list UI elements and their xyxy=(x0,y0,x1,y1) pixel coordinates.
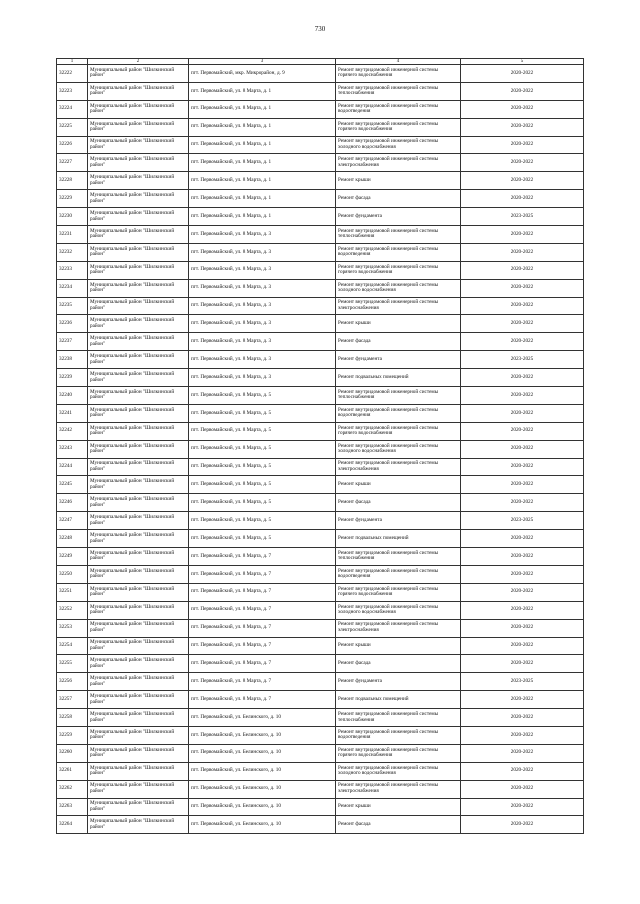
municipality-cell: Муниципальный район "Шилкинский район" xyxy=(88,512,189,530)
period-cell: 2020-2022 xyxy=(461,440,584,458)
period-cell: 2020-2022 xyxy=(461,118,584,136)
record-number-cell: 32256 xyxy=(57,673,88,691)
period-cell: 2020-2022 xyxy=(461,404,584,422)
work-type-cell: Ремонт фундамента xyxy=(336,673,461,691)
address-cell: пгт. Первомайский, ул. 8 Марта, д. 3 xyxy=(189,315,336,333)
period-cell: 2020-2022 xyxy=(461,297,584,315)
record-number-cell: 32254 xyxy=(57,637,88,655)
address-cell: пгт. Первомайский, ул. 8 Марта, д. 1 xyxy=(189,172,336,190)
period-cell: 2020-2022 xyxy=(461,369,584,387)
work-type-cell: Ремонт внутридомовой инженерной системы водоотведения xyxy=(336,243,461,261)
municipality-cell: Муниципальный район "Шилкинский район" xyxy=(88,369,189,387)
period-cell: 2020-2022 xyxy=(461,190,584,208)
address-cell: пгт. Первомайский, ул. 8 Марта, д. 5 xyxy=(189,512,336,530)
work-type-cell: Ремонт крыши xyxy=(336,798,461,816)
address-cell: пгт. Первомайский, ул. 8 Марта, д. 1 xyxy=(189,154,336,172)
record-number-cell: 32259 xyxy=(57,726,88,744)
work-type-cell: Ремонт фундамента xyxy=(336,208,461,226)
address-cell: пгт. Первомайский, ул. 8 Марта, д. 1 xyxy=(189,208,336,226)
table-row xyxy=(57,297,584,315)
address-cell: пгт. Первомайский, ул. 8 Марта, д. 5 xyxy=(189,440,336,458)
table-row xyxy=(57,673,584,691)
address-cell: пгт. Первомайский, ул. Белинского, д. 10 xyxy=(189,816,336,834)
municipality-cell: Муниципальный район "Шилкинский район" xyxy=(88,619,189,637)
address-cell: пгт. Первомайский, ул. 8 Марта, д. 5 xyxy=(189,494,336,512)
work-type-cell: Ремонт внутридомовой инженерной системы горячего водоснабжения xyxy=(336,118,461,136)
municipality-cell: Муниципальный район "Шилкинский район" xyxy=(88,798,189,816)
table-row xyxy=(57,780,584,798)
column-header: 5 xyxy=(461,59,584,65)
table-row xyxy=(57,691,584,709)
table-row xyxy=(57,208,584,226)
work-type-cell: Ремонт подвальных помещений xyxy=(336,530,461,548)
address-cell: пгт. Первомайский, ул. 8 Марта, д. 1 xyxy=(189,118,336,136)
work-type-cell: Ремонт внутридомовой инженерной системы горячего водоснабжения xyxy=(336,744,461,762)
record-number-cell: 32242 xyxy=(57,422,88,440)
period-cell: 2020-2022 xyxy=(461,530,584,548)
work-type-cell: Ремонт внутридомовой инженерной системы холодного водоснабжения xyxy=(336,762,461,780)
table-row xyxy=(57,136,584,154)
record-number-cell: 32248 xyxy=(57,530,88,548)
table-row xyxy=(57,744,584,762)
record-number-cell: 32236 xyxy=(57,315,88,333)
municipality-cell: Муниципальный район "Шилкинский район" xyxy=(88,548,189,566)
record-number-cell: 32257 xyxy=(57,691,88,709)
address-cell: пгт. Первомайский, ул. Белинского, д. 10 xyxy=(189,709,336,727)
period-cell: 2020-2022 xyxy=(461,744,584,762)
address-cell: пгт. Первомайский, ул. Белинского, д. 10 xyxy=(189,726,336,744)
table-row xyxy=(57,333,584,351)
work-type-cell: Ремонт внутридомовой инженерной системы горячего водоснабжения xyxy=(336,583,461,601)
record-number-cell: 32229 xyxy=(57,190,88,208)
municipality-cell: Муниципальный район "Шилкинский район" xyxy=(88,494,189,512)
record-number-cell: 32240 xyxy=(57,387,88,405)
period-cell: 2020-2022 xyxy=(461,261,584,279)
address-cell: пгт. Первомайский, ул. 8 Марта, д. 7 xyxy=(189,637,336,655)
table-row xyxy=(57,351,584,369)
table-row xyxy=(57,655,584,673)
record-number-cell: 32235 xyxy=(57,297,88,315)
address-cell: пгт. Первомайский, ул. 8 Марта, д. 5 xyxy=(189,422,336,440)
municipality-cell: Муниципальный район "Шилкинский район" xyxy=(88,530,189,548)
period-cell: 2020-2022 xyxy=(461,172,584,190)
work-type-cell: Ремонт крыши xyxy=(336,172,461,190)
record-number-cell: 32227 xyxy=(57,154,88,172)
record-number-cell: 32239 xyxy=(57,369,88,387)
municipality-cell: Муниципальный район "Шилкинский район" xyxy=(88,297,189,315)
municipality-cell: Муниципальный район "Шилкинский район" xyxy=(88,387,189,405)
record-number-cell: 32230 xyxy=(57,208,88,226)
table-row xyxy=(57,601,584,619)
period-cell: 2020-2022 xyxy=(461,565,584,583)
address-cell: пгт. Первомайский, ул. 8 Марта, д. 5 xyxy=(189,458,336,476)
municipality-cell: Муниципальный район "Шилкинский район" xyxy=(88,279,189,297)
period-cell: 2020-2022 xyxy=(461,494,584,512)
work-type-cell: Ремонт подвальных помещений xyxy=(336,369,461,387)
work-type-cell: Ремонт крыши xyxy=(336,476,461,494)
municipality-cell: Муниципальный район "Шилкинский район" xyxy=(88,154,189,172)
work-type-cell: Ремонт внутридомовой инженерной системы теплоснабжения xyxy=(336,548,461,566)
work-type-cell: Ремонт внутридомовой инженерной системы водоотведения xyxy=(336,404,461,422)
record-number-cell: 32232 xyxy=(57,243,88,261)
municipality-cell: Муниципальный район "Шилкинский район" xyxy=(88,136,189,154)
work-type-cell: Ремонт внутридомовой инженерной системы теплоснабжения xyxy=(336,709,461,727)
record-number-cell: 32224 xyxy=(57,100,88,118)
period-cell: 2020-2022 xyxy=(461,226,584,244)
municipality-cell: Муниципальный район "Шилкинский район" xyxy=(88,422,189,440)
address-cell: пгт. Первомайский, ул. 8 Марта, д. 7 xyxy=(189,673,336,691)
table-row xyxy=(57,798,584,816)
period-cell: 2020-2022 xyxy=(461,279,584,297)
address-cell: пгт. Первомайский, ул. 8 Марта, д. 5 xyxy=(189,476,336,494)
address-cell: пгт. Первомайский, ул. 8 Марта, д. 7 xyxy=(189,565,336,583)
table-row xyxy=(57,154,584,172)
table-row xyxy=(57,279,584,297)
work-type-cell: Ремонт внутридомовой инженерной системы электроснабжения xyxy=(336,297,461,315)
municipality-cell: Муниципальный район "Шилкинский район" xyxy=(88,565,189,583)
municipality-cell: Муниципальный район "Шилкинский район" xyxy=(88,691,189,709)
period-cell: 2020-2022 xyxy=(461,65,584,83)
record-number-cell: 32244 xyxy=(57,458,88,476)
period-cell: 2020-2022 xyxy=(461,387,584,405)
municipality-cell: Муниципальный район "Шилкинский район" xyxy=(88,172,189,190)
record-number-cell: 32226 xyxy=(57,136,88,154)
table-row xyxy=(57,637,584,655)
work-type-cell: Ремонт фасада xyxy=(336,333,461,351)
period-cell: 2023-2025 xyxy=(461,512,584,530)
work-type-cell: Ремонт внутридомовой инженерной системы теплоснабжения xyxy=(336,387,461,405)
table-row xyxy=(57,82,584,100)
municipality-cell: Муниципальный район "Шилкинский район" xyxy=(88,476,189,494)
address-cell: пгт. Первомайский, ул. 8 Марта, д. 3 xyxy=(189,243,336,261)
table-row xyxy=(57,100,584,118)
period-cell: 2020-2022 xyxy=(461,619,584,637)
work-type-cell: Ремонт внутридомовой инженерной системы горячего водоснабжения xyxy=(336,65,461,83)
record-number-cell: 32263 xyxy=(57,798,88,816)
work-type-cell: Ремонт внутридомовой инженерной системы теплоснабжения xyxy=(336,82,461,100)
period-cell: 2020-2022 xyxy=(461,816,584,834)
work-type-cell: Ремонт внутридомовой инженерной системы водоотведения xyxy=(336,100,461,118)
municipality-cell: Муниципальный район "Шилкинский район" xyxy=(88,726,189,744)
table-row xyxy=(57,404,584,422)
record-number-cell: 32243 xyxy=(57,440,88,458)
record-number-cell: 32241 xyxy=(57,404,88,422)
work-type-cell: Ремонт внутридомовой инженерной системы водоотведения xyxy=(336,726,461,744)
period-cell: 2020-2022 xyxy=(461,691,584,709)
table-body xyxy=(57,65,584,834)
work-type-cell: Ремонт внутридомовой инженерной системы электроснабжения xyxy=(336,154,461,172)
work-type-cell: Ремонт внутридомовой инженерной системы холодного водоснабжения xyxy=(336,136,461,154)
period-cell: 2020-2022 xyxy=(461,780,584,798)
municipality-cell: Муниципальный район "Шилкинский район" xyxy=(88,261,189,279)
table-row xyxy=(57,226,584,244)
address-cell: пгт. Первомайский, ул. 8 Марта, д. 5 xyxy=(189,387,336,405)
record-number-cell: 32233 xyxy=(57,261,88,279)
work-type-cell: Ремонт внутридомовой инженерной системы горячего водоснабжения xyxy=(336,422,461,440)
column-header: 3 xyxy=(189,59,336,65)
work-type-cell: Ремонт внутридомовой инженерной системы холодного водоснабжения xyxy=(336,601,461,619)
table-row xyxy=(57,369,584,387)
column-header: 1 xyxy=(57,59,88,65)
period-cell: 2023-2025 xyxy=(461,208,584,226)
period-cell: 2020-2022 xyxy=(461,243,584,261)
address-cell: пгт. Первомайский, ул. 8 Марта, д. 7 xyxy=(189,601,336,619)
period-cell: 2020-2022 xyxy=(461,601,584,619)
address-cell: пгт. Первомайский, ул. 8 Марта, д. 1 xyxy=(189,136,336,154)
municipality-cell: Муниципальный район "Шилкинский район" xyxy=(88,655,189,673)
address-cell: пгт. Первомайский, ул. 8 Марта, д. 5 xyxy=(189,404,336,422)
work-type-cell: Ремонт внутридомовой инженерной системы холодного водоснабжения xyxy=(336,279,461,297)
municipality-cell: Муниципальный район "Шилкинский район" xyxy=(88,243,189,261)
address-cell: пгт. Первомайский, ул. 8 Марта, д. 1 xyxy=(189,82,336,100)
period-cell: 2020-2022 xyxy=(461,548,584,566)
record-number-cell: 32222 xyxy=(57,65,88,83)
period-cell: 2023-2025 xyxy=(461,673,584,691)
address-cell: пгт. Первомайский, ул. 8 Марта, д. 3 xyxy=(189,351,336,369)
table-row xyxy=(57,422,584,440)
table-row xyxy=(57,619,584,637)
municipality-cell: Муниципальный район "Шилкинский район" xyxy=(88,315,189,333)
work-type-cell: Ремонт фасада xyxy=(336,494,461,512)
work-type-cell: Ремонт фасада xyxy=(336,190,461,208)
record-number-cell: 32252 xyxy=(57,601,88,619)
table-row xyxy=(57,476,584,494)
period-cell: 2020-2022 xyxy=(461,422,584,440)
table-row xyxy=(57,530,584,548)
municipality-cell: Муниципальный район "Шилкинский район" xyxy=(88,440,189,458)
table-row xyxy=(57,315,584,333)
municipality-cell: Муниципальный район "Шилкинский район" xyxy=(88,65,189,83)
work-type-cell: Ремонт внутридомовой инженерной системы электроснабжения xyxy=(336,780,461,798)
record-number-cell: 32231 xyxy=(57,226,88,244)
period-cell: 2020-2022 xyxy=(461,655,584,673)
address-cell: пгт. Первомайский, ул. 8 Марта, д. 3 xyxy=(189,226,336,244)
municipality-cell: Муниципальный район "Шилкинский район" xyxy=(88,100,189,118)
period-cell: 2020-2022 xyxy=(461,100,584,118)
work-type-cell: Ремонт внутридомовой инженерной системы водоотведения xyxy=(336,565,461,583)
record-number-cell: 32264 xyxy=(57,816,88,834)
record-number-cell: 32245 xyxy=(57,476,88,494)
table-row xyxy=(57,172,584,190)
column-header: 2 xyxy=(88,59,189,65)
address-cell: пгт. Первомайский, ул. 8 Марта, д. 3 xyxy=(189,369,336,387)
municipality-cell: Муниципальный район "Шилкинский район" xyxy=(88,744,189,762)
work-type-cell: Ремонт крыши xyxy=(336,315,461,333)
repair-schedule-table xyxy=(56,58,584,834)
work-type-cell: Ремонт внутридомовой инженерной системы электроснабжения xyxy=(336,619,461,637)
period-cell: 2020-2022 xyxy=(461,333,584,351)
work-type-cell: Ремонт фундамента xyxy=(336,512,461,530)
address-cell: пгт. Первомайский, мкр. Микрорайон, д. 9 xyxy=(189,65,336,83)
table-row xyxy=(57,387,584,405)
work-type-cell: Ремонт фасада xyxy=(336,655,461,673)
table-row xyxy=(57,726,584,744)
municipality-cell: Муниципальный район "Шилкинский район" xyxy=(88,637,189,655)
table-row xyxy=(57,583,584,601)
municipality-cell: Муниципальный район "Шилкинский район" xyxy=(88,226,189,244)
address-cell: пгт. Первомайский, ул. 8 Марта, д. 3 xyxy=(189,279,336,297)
table-row xyxy=(57,118,584,136)
address-cell: пгт. Первомайский, ул. 8 Марта, д. 5 xyxy=(189,530,336,548)
record-number-cell: 32260 xyxy=(57,744,88,762)
municipality-cell: Муниципальный район "Шилкинский район" xyxy=(88,118,189,136)
period-cell: 2020-2022 xyxy=(461,583,584,601)
municipality-cell: Муниципальный район "Шилкинский район" xyxy=(88,601,189,619)
address-cell: пгт. Первомайский, ул. Белинского, д. 10 xyxy=(189,744,336,762)
table-row xyxy=(57,65,584,83)
address-cell: пгт. Первомайский, ул. 8 Марта, д. 7 xyxy=(189,619,336,637)
record-number-cell: 32250 xyxy=(57,565,88,583)
table-row xyxy=(57,762,584,780)
table-row xyxy=(57,816,584,834)
table-row xyxy=(57,512,584,530)
record-number-cell: 32246 xyxy=(57,494,88,512)
work-type-cell: Ремонт внутридомовой инженерной системы горячего водоснабжения xyxy=(336,261,461,279)
record-number-cell: 32258 xyxy=(57,709,88,727)
address-cell: пгт. Первомайский, ул. 8 Марта, д. 3 xyxy=(189,261,336,279)
period-cell: 2020-2022 xyxy=(461,154,584,172)
address-cell: пгт. Первомайский, ул. 8 Марта, д. 1 xyxy=(189,100,336,118)
work-type-cell: Ремонт внутридомовой инженерной системы холодного водоснабжения xyxy=(336,440,461,458)
address-cell: пгт. Первомайский, ул. 8 Марта, д. 7 xyxy=(189,548,336,566)
period-cell: 2020-2022 xyxy=(461,315,584,333)
period-cell: 2020-2022 xyxy=(461,726,584,744)
record-number-cell: 32238 xyxy=(57,351,88,369)
address-cell: пгт. Первомайский, ул. 8 Марта, д. 1 xyxy=(189,190,336,208)
municipality-cell: Муниципальный район "Шилкинский район" xyxy=(88,351,189,369)
period-cell: 2020-2022 xyxy=(461,762,584,780)
record-number-cell: 32249 xyxy=(57,548,88,566)
address-cell: пгт. Первомайский, ул. 8 Марта, д. 7 xyxy=(189,655,336,673)
table-row xyxy=(57,548,584,566)
record-number-cell: 32255 xyxy=(57,655,88,673)
record-number-cell: 32223 xyxy=(57,82,88,100)
record-number-cell: 32228 xyxy=(57,172,88,190)
period-cell: 2020-2022 xyxy=(461,82,584,100)
period-cell: 2020-2022 xyxy=(461,458,584,476)
record-number-cell: 32237 xyxy=(57,333,88,351)
address-cell: пгт. Первомайский, ул. Белинского, д. 10 xyxy=(189,780,336,798)
municipality-cell: Муниципальный район "Шилкинский район" xyxy=(88,816,189,834)
column-header: 4 xyxy=(336,59,461,65)
record-number-cell: 32225 xyxy=(57,118,88,136)
municipality-cell: Муниципальный район "Шилкинский район" xyxy=(88,333,189,351)
municipality-cell: Муниципальный район "Шилкинский район" xyxy=(88,780,189,798)
address-cell: пгт. Первомайский, ул. 8 Марта, д. 7 xyxy=(189,583,336,601)
address-cell: пгт. Первомайский, ул. Белинского, д. 10 xyxy=(189,762,336,780)
table-row xyxy=(57,494,584,512)
municipality-cell: Муниципальный район "Шилкинский район" xyxy=(88,82,189,100)
period-cell: 2020-2022 xyxy=(461,709,584,727)
address-cell: пгт. Первомайский, ул. 8 Марта, д. 3 xyxy=(189,333,336,351)
period-cell: 2020-2022 xyxy=(461,136,584,154)
municipality-cell: Муниципальный район "Шилкинский район" xyxy=(88,673,189,691)
table-row xyxy=(57,458,584,476)
table-row xyxy=(57,243,584,261)
table-row xyxy=(57,190,584,208)
period-cell: 2023-2025 xyxy=(461,351,584,369)
municipality-cell: Муниципальный район "Шилкинский район" xyxy=(88,190,189,208)
record-number-cell: 32253 xyxy=(57,619,88,637)
address-cell: пгт. Первомайский, ул. Белинского, д. 10 xyxy=(189,798,336,816)
municipality-cell: Муниципальный район "Шилкинский район" xyxy=(88,762,189,780)
work-type-cell: Ремонт внутридомовой инженерной системы теплоснабжения xyxy=(336,226,461,244)
address-cell: пгт. Первомайский, ул. 8 Марта, д. 3 xyxy=(189,297,336,315)
municipality-cell: Муниципальный район "Шилкинский район" xyxy=(88,208,189,226)
work-type-cell: Ремонт внутридомовой инженерной системы электроснабжения xyxy=(336,458,461,476)
table-row xyxy=(57,565,584,583)
table-row xyxy=(57,261,584,279)
record-number-cell: 32261 xyxy=(57,762,88,780)
municipality-cell: Муниципальный район "Шилкинский район" xyxy=(88,458,189,476)
work-type-cell: Ремонт подвальных помещений xyxy=(336,691,461,709)
address-cell: пгт. Первомайский, ул. 8 Марта, д. 7 xyxy=(189,691,336,709)
work-type-cell: Ремонт фасада xyxy=(336,816,461,834)
municipality-cell: Муниципальный район "Шилкинский район" xyxy=(88,583,189,601)
municipality-cell: Муниципальный район "Шилкинский район" xyxy=(88,404,189,422)
work-type-cell: Ремонт крыши xyxy=(336,637,461,655)
table-row xyxy=(57,709,584,727)
record-number-cell: 32251 xyxy=(57,583,88,601)
record-number-cell: 32247 xyxy=(57,512,88,530)
municipality-cell: Муниципальный район "Шилкинский район" xyxy=(88,709,189,727)
period-cell: 2020-2022 xyxy=(461,476,584,494)
table-row xyxy=(57,440,584,458)
record-number-cell: 32262 xyxy=(57,780,88,798)
period-cell: 2020-2022 xyxy=(461,637,584,655)
record-number-cell: 32234 xyxy=(57,279,88,297)
period-cell: 2020-2022 xyxy=(461,798,584,816)
work-type-cell: Ремонт фундамента xyxy=(336,351,461,369)
page-number: 730 xyxy=(314,25,326,33)
